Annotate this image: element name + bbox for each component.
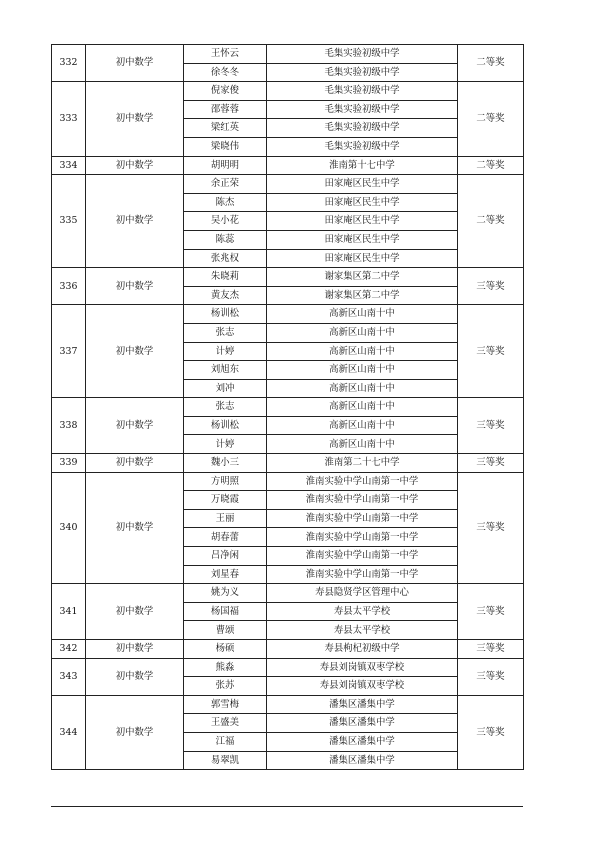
table-row: [52, 640, 524, 659]
member-school: 淮南实验中学山南第一中学: [267, 547, 458, 566]
member-school: 高新区山南十中: [267, 361, 458, 380]
group-number: 344: [52, 695, 86, 769]
member-school: 淮南实验中学山南第一中学: [267, 472, 458, 491]
member-name: 方明照: [184, 472, 267, 491]
member-name: 刘星春: [184, 565, 267, 584]
group-award: 二等奖: [458, 175, 524, 268]
member-name: 梁红英: [184, 119, 267, 138]
member-name: 陈蕊: [184, 230, 267, 249]
member-name: 吴小花: [184, 212, 267, 231]
group-award: 三等奖: [458, 472, 524, 584]
group-number: 336: [52, 268, 86, 305]
group-number: 339: [52, 454, 86, 473]
member-school: 潘集区潘集中学: [267, 732, 458, 751]
award-list-sheet: [51, 44, 524, 770]
award-table-body: [52, 45, 524, 770]
member-name: 邵蓉蓉: [184, 100, 267, 119]
group-award: 三等奖: [458, 695, 524, 769]
member-name: 胡明明: [184, 156, 267, 175]
member-name: 胡春蕾: [184, 528, 267, 547]
member-school: 田家庵区民生中学: [267, 230, 458, 249]
member-name: 王盛美: [184, 714, 267, 733]
member-school: 高新区山南十中: [267, 342, 458, 361]
member-name: 熊淼: [184, 658, 267, 677]
group-subject: 初中数学: [86, 156, 184, 175]
member-name: 张志: [184, 323, 267, 342]
table-row: [52, 45, 524, 64]
group-award: 三等奖: [458, 584, 524, 640]
member-name: 郭雪梅: [184, 695, 267, 714]
group-award: 三等奖: [458, 658, 524, 695]
group-subject: 初中数学: [86, 268, 184, 305]
table-row: [52, 584, 524, 603]
group-number: 338: [52, 398, 86, 454]
member-name: 张志: [184, 398, 267, 417]
table-row: [52, 305, 524, 324]
member-school: 寿县枸杞初级中学: [267, 640, 458, 659]
group-number: 334: [52, 156, 86, 175]
member-school: 高新区山南十中: [267, 379, 458, 398]
group-award: 二等奖: [458, 156, 524, 175]
group-subject: 初中数学: [86, 305, 184, 398]
member-school: 毛集实验初级中学: [267, 82, 458, 101]
group-subject: 初中数学: [86, 82, 184, 156]
member-name: 黄友杰: [184, 286, 267, 305]
member-school: 高新区山南十中: [267, 305, 458, 324]
group-number: 343: [52, 658, 86, 695]
member-school: 高新区山南十中: [267, 416, 458, 435]
member-name: 计婷: [184, 435, 267, 454]
member-name: 杨硕: [184, 640, 267, 659]
group-award: 三等奖: [458, 268, 524, 305]
group-award: 三等奖: [458, 454, 524, 473]
member-name: 刘旭东: [184, 361, 267, 380]
table-row: [52, 82, 524, 101]
member-school: 寿县太平学校: [267, 602, 458, 621]
group-award: 二等奖: [458, 45, 524, 82]
member-name: 魏小三: [184, 454, 267, 473]
member-school: 高新区山南十中: [267, 323, 458, 342]
group-subject: 初中数学: [86, 584, 184, 640]
member-name: 陈杰: [184, 193, 267, 212]
member-name: 万晓霞: [184, 491, 267, 510]
group-number: 335: [52, 175, 86, 268]
member-name: 杨训松: [184, 305, 267, 324]
group-award: 三等奖: [458, 305, 524, 398]
member-name: 张苏: [184, 677, 267, 696]
member-name: 吕净闲: [184, 547, 267, 566]
member-name: 曹颂: [184, 621, 267, 640]
member-school: 毛集实验初级中学: [267, 119, 458, 138]
member-name: 倪家俊: [184, 82, 267, 101]
member-school: 淮南实验中学山南第一中学: [267, 509, 458, 528]
member-school: 高新区山南十中: [267, 435, 458, 454]
group-number: 340: [52, 472, 86, 584]
member-school: 潘集区潘集中学: [267, 714, 458, 733]
member-school: 潘集区潘集中学: [267, 751, 458, 770]
member-school: 淮南第二十七中学: [267, 454, 458, 473]
member-name: 刘冲: [184, 379, 267, 398]
group-award: 三等奖: [458, 640, 524, 659]
group-subject: 初中数学: [86, 45, 184, 82]
member-name: 杨训松: [184, 416, 267, 435]
member-school: 高新区山南十中: [267, 398, 458, 417]
table-row: [52, 472, 524, 491]
member-school: 淮南第十七中学: [267, 156, 458, 175]
table-row: [52, 156, 524, 175]
group-number: 342: [52, 640, 86, 659]
award-table: [51, 44, 524, 770]
member-school: 淮南实验中学山南第一中学: [267, 528, 458, 547]
group-subject: 初中数学: [86, 640, 184, 659]
group-number: 333: [52, 82, 86, 156]
member-name: 余正荣: [184, 175, 267, 194]
table-row: [52, 398, 524, 417]
group-award: 二等奖: [458, 82, 524, 156]
group-number: 337: [52, 305, 86, 398]
member-school: 寿县隐贤学区管理中心: [267, 584, 458, 603]
member-school: 田家庵区民生中学: [267, 193, 458, 212]
member-school: 毛集实验初级中学: [267, 63, 458, 82]
group-subject: 初中数学: [86, 472, 184, 584]
group-number: 332: [52, 45, 86, 82]
member-name: 姚为义: [184, 584, 267, 603]
member-name: 朱晓莉: [184, 268, 267, 287]
member-name: 江福: [184, 732, 267, 751]
member-name: 张兆权: [184, 249, 267, 268]
table-row: [52, 268, 524, 287]
member-school: 田家庵区民生中学: [267, 212, 458, 231]
group-subject: 初中数学: [86, 658, 184, 695]
member-name: 王丽: [184, 509, 267, 528]
member-school: 潘集区潘集中学: [267, 695, 458, 714]
table-row: [52, 658, 524, 677]
member-school: 谢家集区第二中学: [267, 268, 458, 287]
member-name: 梁晓伟: [184, 137, 267, 156]
member-school: 田家庵区民生中学: [267, 175, 458, 194]
group-number: 341: [52, 584, 86, 640]
page-bottom-rule: [51, 806, 523, 807]
member-school: 淮南实验中学山南第一中学: [267, 491, 458, 510]
member-school: 寿县太平学校: [267, 621, 458, 640]
table-row: [52, 454, 524, 473]
group-subject: 初中数学: [86, 398, 184, 454]
group-subject: 初中数学: [86, 175, 184, 268]
group-subject: 初中数学: [86, 695, 184, 769]
member-school: 寿县刘岗镇双枣学校: [267, 677, 458, 696]
member-school: 毛集实验初级中学: [267, 137, 458, 156]
group-subject: 初中数学: [86, 454, 184, 473]
member-name: 徐冬冬: [184, 63, 267, 82]
table-row: [52, 695, 524, 714]
member-name: 王怀云: [184, 45, 267, 64]
table-row: [52, 175, 524, 194]
member-name: 计婷: [184, 342, 267, 361]
member-school: 寿县刘岗镇双枣学校: [267, 658, 458, 677]
member-school: 淮南实验中学山南第一中学: [267, 565, 458, 584]
member-school: 毛集实验初级中学: [267, 100, 458, 119]
group-award: 三等奖: [458, 398, 524, 454]
member-school: 田家庵区民生中学: [267, 249, 458, 268]
member-school: 毛集实验初级中学: [267, 45, 458, 64]
member-name: 杨国福: [184, 602, 267, 621]
member-school: 谢家集区第二中学: [267, 286, 458, 305]
member-name: 易翠凯: [184, 751, 267, 770]
